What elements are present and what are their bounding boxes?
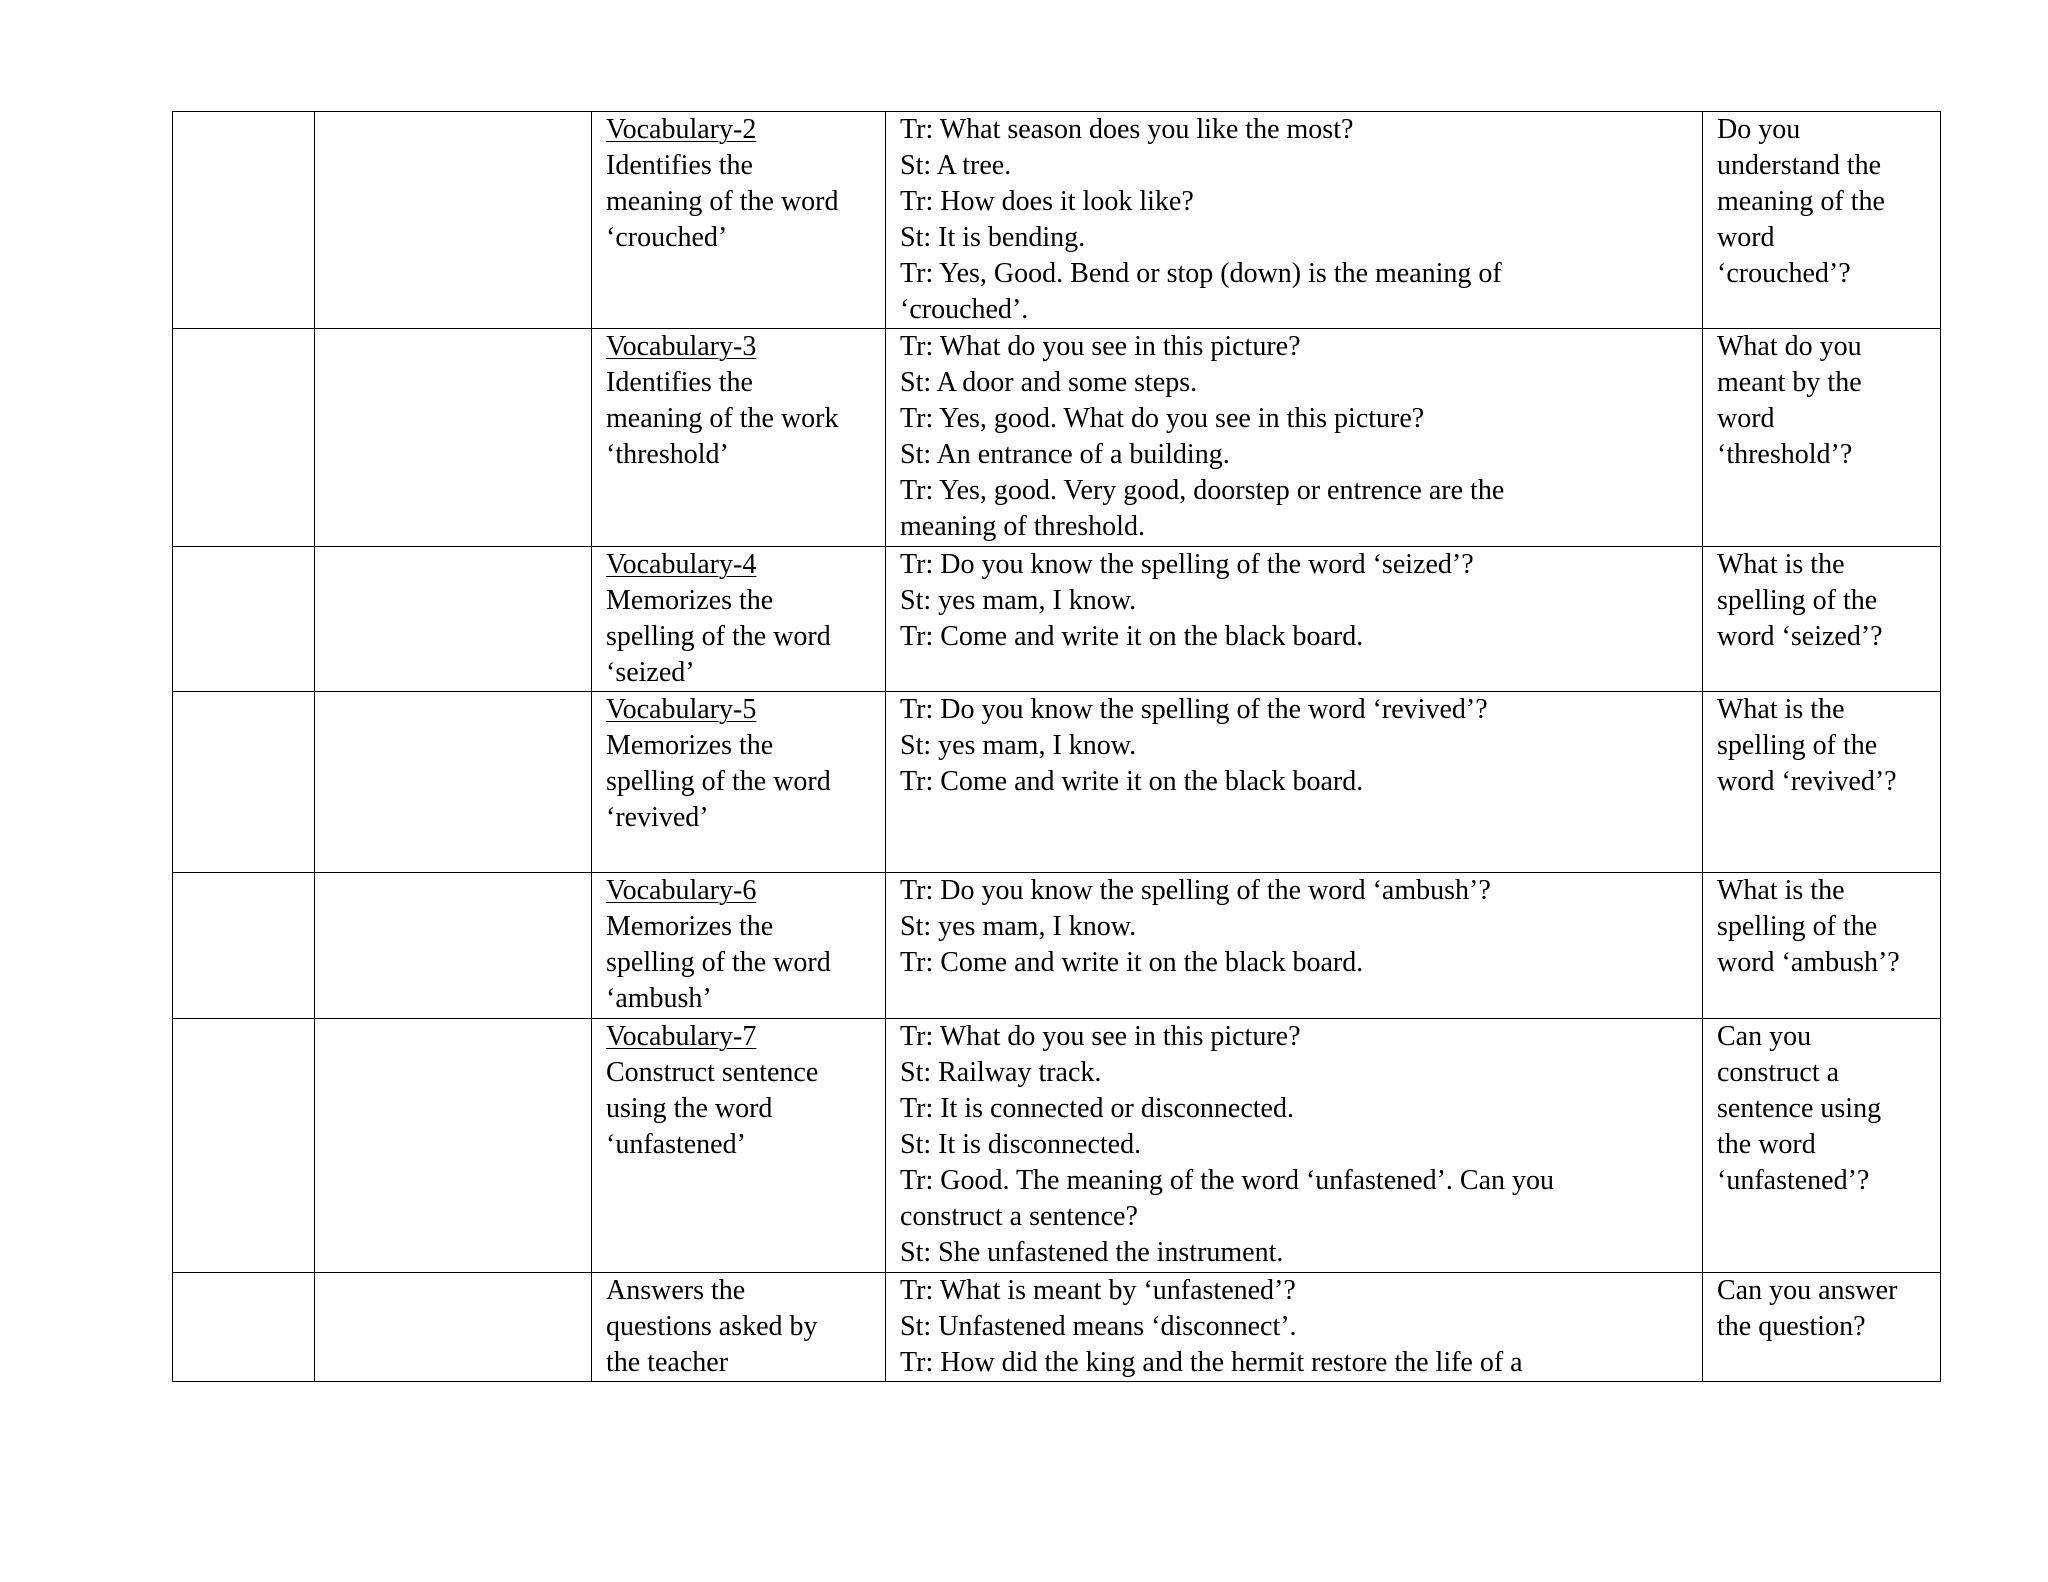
dialogue-line: Tr: Do you know the spelling of the word ‘ambush’? <box>900 875 1491 906</box>
objective-line: spelling of the word <box>606 766 831 797</box>
dialogue-line: construct a sentence? <box>900 1201 1138 1232</box>
dialogue-line: Tr: Good. The meaning of the word ‘unfastened’. Can you <box>900 1165 1554 1196</box>
evaluation-line: understand the <box>1717 150 1882 181</box>
evaluation-line: word <box>1717 222 1775 253</box>
objective-line: ‘ambush’ <box>606 983 712 1014</box>
objective-cell <box>592 112 886 329</box>
objective-cell <box>592 1273 886 1382</box>
evaluation-line: the question? <box>1717 1311 1866 1342</box>
dialogue-line: Tr: How does it look like? <box>900 186 1194 217</box>
objective-line: spelling of the word <box>606 621 831 652</box>
evaluation-line: word ‘ambush’? <box>1717 947 1900 978</box>
dialogue-line: meaning of threshold. <box>900 511 1145 542</box>
dialogue-line: Tr: What do you see in this picture? <box>900 1021 1301 1052</box>
objective-line: using the word <box>606 1093 773 1124</box>
dialogue-line: St: Railway track. <box>900 1057 1102 1088</box>
empty-cell-1 <box>173 692 315 873</box>
dialogue-line: St: An entrance of a building. <box>900 439 1230 470</box>
dialogue-line: Tr: Yes, good. Very good, doorstep or entrence are the <box>900 475 1505 506</box>
objective-line: Construct sentence <box>606 1057 819 1088</box>
evaluation-line: spelling of the <box>1717 730 1878 761</box>
evaluation-line: spelling of the <box>1717 911 1878 942</box>
objective-line: spelling of the word <box>606 947 831 978</box>
evaluation-line: What is the <box>1717 875 1845 906</box>
evaluation-cell <box>1703 692 1941 873</box>
empty-cell-2 <box>315 873 592 1019</box>
dialogue-line: St: Unfastened means ‘disconnect’. <box>900 1311 1297 1342</box>
vocabulary-heading: Vocabulary-5 <box>606 694 757 725</box>
dialogue-cell <box>886 873 1703 1019</box>
table-row <box>173 329 1941 547</box>
evaluation-line: What is the <box>1717 694 1845 725</box>
evaluation-line: construct a <box>1717 1057 1840 1088</box>
objective-line: Memorizes the <box>606 585 774 616</box>
dialogue-line: ‘crouched’. <box>900 294 1029 325</box>
evaluation-line: Can you <box>1717 1021 1812 1052</box>
objective-line: ‘seized’ <box>606 657 695 688</box>
evaluation-line: spelling of the <box>1717 585 1878 616</box>
dialogue-line: Tr: What season does you like the most? <box>900 114 1354 145</box>
evaluation-cell <box>1703 547 1941 692</box>
dialogue-line: St: A door and some steps. <box>900 367 1198 398</box>
objective-line: ‘threshold’ <box>606 439 729 470</box>
dialogue-line: St: yes mam, I know. <box>900 911 1137 942</box>
empty-cell-2 <box>315 1273 592 1382</box>
dialogue-cell <box>886 1273 1703 1382</box>
dialogue-cell <box>886 1019 1703 1273</box>
dialogue-cell <box>886 329 1703 547</box>
empty-cell-2 <box>315 112 592 329</box>
objective-line: ‘unfastened’ <box>606 1129 746 1160</box>
objective-line: meaning of the word <box>606 186 839 217</box>
evaluation-line: meaning of the <box>1717 186 1885 217</box>
dialogue-line: Tr: Do you know the spelling of the word ‘revived’? <box>900 694 1488 725</box>
evaluation-line: ‘crouched’? <box>1717 258 1851 289</box>
empty-cell-1 <box>173 1019 315 1273</box>
objective-line: Identifies the <box>606 150 753 181</box>
dialogue-line: St: It is bending. <box>900 222 1086 253</box>
dialogue-line: Tr: Come and write it on the black board. <box>900 766 1364 797</box>
evaluation-line: word ‘seized’? <box>1717 621 1883 652</box>
table-row <box>173 692 1941 873</box>
empty-cell-2 <box>315 547 592 692</box>
dialogue-cell <box>886 547 1703 692</box>
empty-cell-1 <box>173 873 315 1019</box>
table-row <box>173 547 1941 692</box>
vocabulary-heading: Vocabulary-7 <box>606 1021 757 1052</box>
objective-cell <box>592 547 886 692</box>
table-row <box>173 112 1941 329</box>
evaluation-line: What do you <box>1717 331 1862 362</box>
vocabulary-heading: Vocabulary-4 <box>606 549 757 580</box>
evaluation-cell <box>1703 1273 1941 1382</box>
dialogue-cell <box>886 112 1703 329</box>
empty-cell-2 <box>315 1019 592 1273</box>
table-row <box>173 1273 1941 1382</box>
evaluation-line: word ‘revived’? <box>1717 766 1897 797</box>
objective-line: Identifies the <box>606 367 753 398</box>
objective-line: ‘revived’ <box>606 802 709 833</box>
empty-cell-2 <box>315 692 592 873</box>
dialogue-line: Tr: Do you know the spelling of the word ‘seized’? <box>900 549 1474 580</box>
empty-cell-1 <box>173 547 315 692</box>
evaluation-line: meant by the <box>1717 367 1862 398</box>
dialogue-line: St: A tree. <box>900 150 1012 181</box>
dialogue-line: St: She unfastened the instrument. <box>900 1237 1284 1268</box>
dialogue-line: St: It is disconnected. <box>900 1129 1142 1160</box>
dialogue-cell <box>886 692 1703 873</box>
dialogue-line: St: yes mam, I know. <box>900 730 1137 761</box>
empty-cell-2 <box>315 329 592 547</box>
dialogue-line: Tr: What do you see in this picture? <box>900 331 1301 362</box>
evaluation-line: sentence using <box>1717 1093 1882 1124</box>
evaluation-cell <box>1703 1019 1941 1273</box>
objective-cell <box>592 692 886 873</box>
vocabulary-heading: Vocabulary-6 <box>606 875 757 906</box>
dialogue-line: Tr: What is meant by ‘unfastened’? <box>900 1275 1296 1306</box>
objective-line: Memorizes the <box>606 911 774 942</box>
evaluation-cell <box>1703 329 1941 547</box>
evaluation-line: the word <box>1717 1129 1816 1160</box>
dialogue-line: St: yes mam, I know. <box>900 585 1137 616</box>
vocabulary-heading: Vocabulary-2 <box>606 114 757 145</box>
objective-cell <box>592 329 886 547</box>
empty-cell-1 <box>173 112 315 329</box>
evaluation-line: word <box>1717 403 1775 434</box>
objective-line: ‘crouched’ <box>606 222 728 253</box>
evaluation-cell <box>1703 873 1941 1019</box>
objective-cell <box>592 1019 886 1273</box>
table-body <box>173 112 1941 1382</box>
table-row <box>173 1019 1941 1273</box>
objective-line: the teacher <box>606 1347 729 1378</box>
table-row <box>173 873 1941 1019</box>
objective-cell <box>592 873 886 1019</box>
objective-line: Answers the <box>606 1275 746 1306</box>
objective-line: meaning of the work <box>606 403 839 434</box>
dialogue-line: Tr: Yes, Good. Bend or stop (down) is the meaning of <box>900 258 1502 289</box>
evaluation-line: What is the <box>1717 549 1845 580</box>
empty-cell-1 <box>173 1273 315 1382</box>
lesson-plan-table <box>172 111 1941 1382</box>
vocabulary-heading: Vocabulary-3 <box>606 331 757 362</box>
evaluation-line: ‘unfastened’? <box>1717 1165 1870 1196</box>
objective-line: questions asked by <box>606 1311 818 1342</box>
evaluation-line: ‘threshold’? <box>1717 439 1853 470</box>
evaluation-line: Can you answer <box>1717 1275 1898 1306</box>
evaluation-line: Do you <box>1717 114 1801 145</box>
dialogue-line: Tr: It is connected or disconnected. <box>900 1093 1294 1124</box>
dialogue-line: Tr: Come and write it on the black board. <box>900 621 1364 652</box>
empty-cell-1 <box>173 329 315 547</box>
dialogue-line: Tr: Come and write it on the black board. <box>900 947 1364 978</box>
dialogue-line: Tr: Yes, good. What do you see in this picture? <box>900 403 1425 434</box>
evaluation-cell <box>1703 112 1941 329</box>
objective-line: Memorizes the <box>606 730 774 761</box>
dialogue-line: Tr: How did the king and the hermit restore the life of a <box>900 1347 1523 1378</box>
